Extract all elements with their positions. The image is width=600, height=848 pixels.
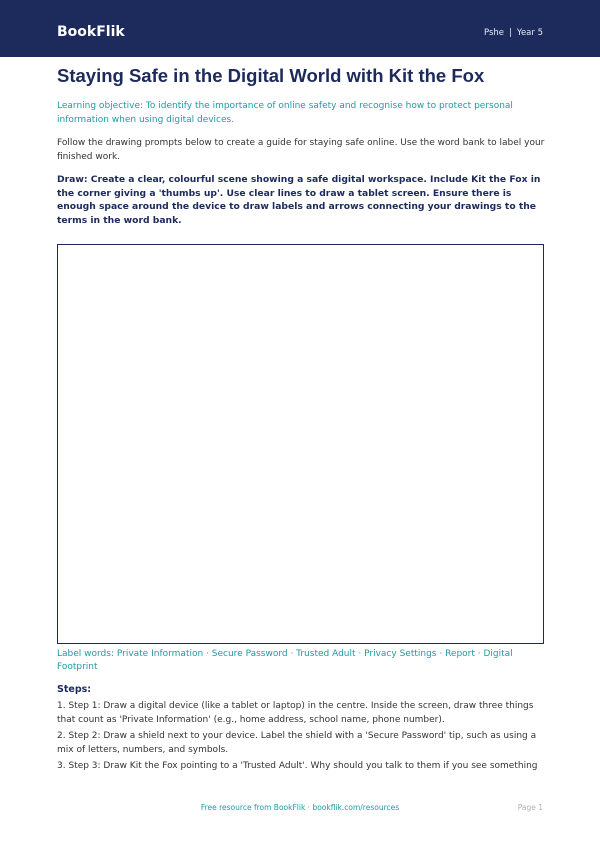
year-label: Year 5	[516, 28, 543, 38]
page-header	[0, 0, 600, 57]
learning-objective: Learning objective: To identify the importance of online safety and recognise how to protect personal information when using digital devices.	[57, 101, 513, 125]
worksheet-title: Staying Safe in the Digital World with Kit the Fox	[57, 65, 485, 86]
label-words: Label words: Private Information · Secure Password · Trusted Adult · Privacy Settings · Report · Digital Footprint	[57, 649, 513, 672]
subject-label: Pshe	[483, 28, 505, 38]
page-number: Page 1	[517, 803, 543, 812]
step-item: 3. Step 3: Draw Kit the Fox pointing to a 'Trusted Adult'. Why should you talk to them if you see something	[57, 761, 538, 771]
step-item: 1. Step 1: Draw a digital device (like a tablet or laptop) in the centre. Inside the screen, draw three things that count as 'Private Information' (e.g., home address, school name, phone number).	[57, 701, 534, 725]
steps-heading: Steps:	[57, 684, 92, 695]
drawing-area[interactable]	[57, 244, 544, 644]
brand-logo: BookFlik	[57, 24, 125, 40]
step-item: 2. Step 2: Draw a shield next to your device. Label the shield with a 'Secure Password' tip, such as using a mix of letters, numbers, and symbols.	[57, 731, 537, 755]
draw-prompt: Draw: Create a clear, colourful scene showing a safe digital workspace. Include Kit the Fox in the corner giving a 'thumbs up'. Use clear lines to draw a tablet screen. Ensure there is enough space around the device to draw labels and arrows connecting your drawings to the terms in the word bank.	[57, 174, 541, 226]
intro-text: Follow the drawing prompts below to create a guide for staying safe online. Use the word bank to label your finished work.	[57, 138, 545, 162]
meta-separator: |	[509, 28, 512, 38]
subject-year	[484, 28, 543, 38]
steps-list	[57, 700, 547, 777]
footer-link[interactable]: Free resource from BookFlik · bookflik.com/resources	[200, 803, 400, 812]
